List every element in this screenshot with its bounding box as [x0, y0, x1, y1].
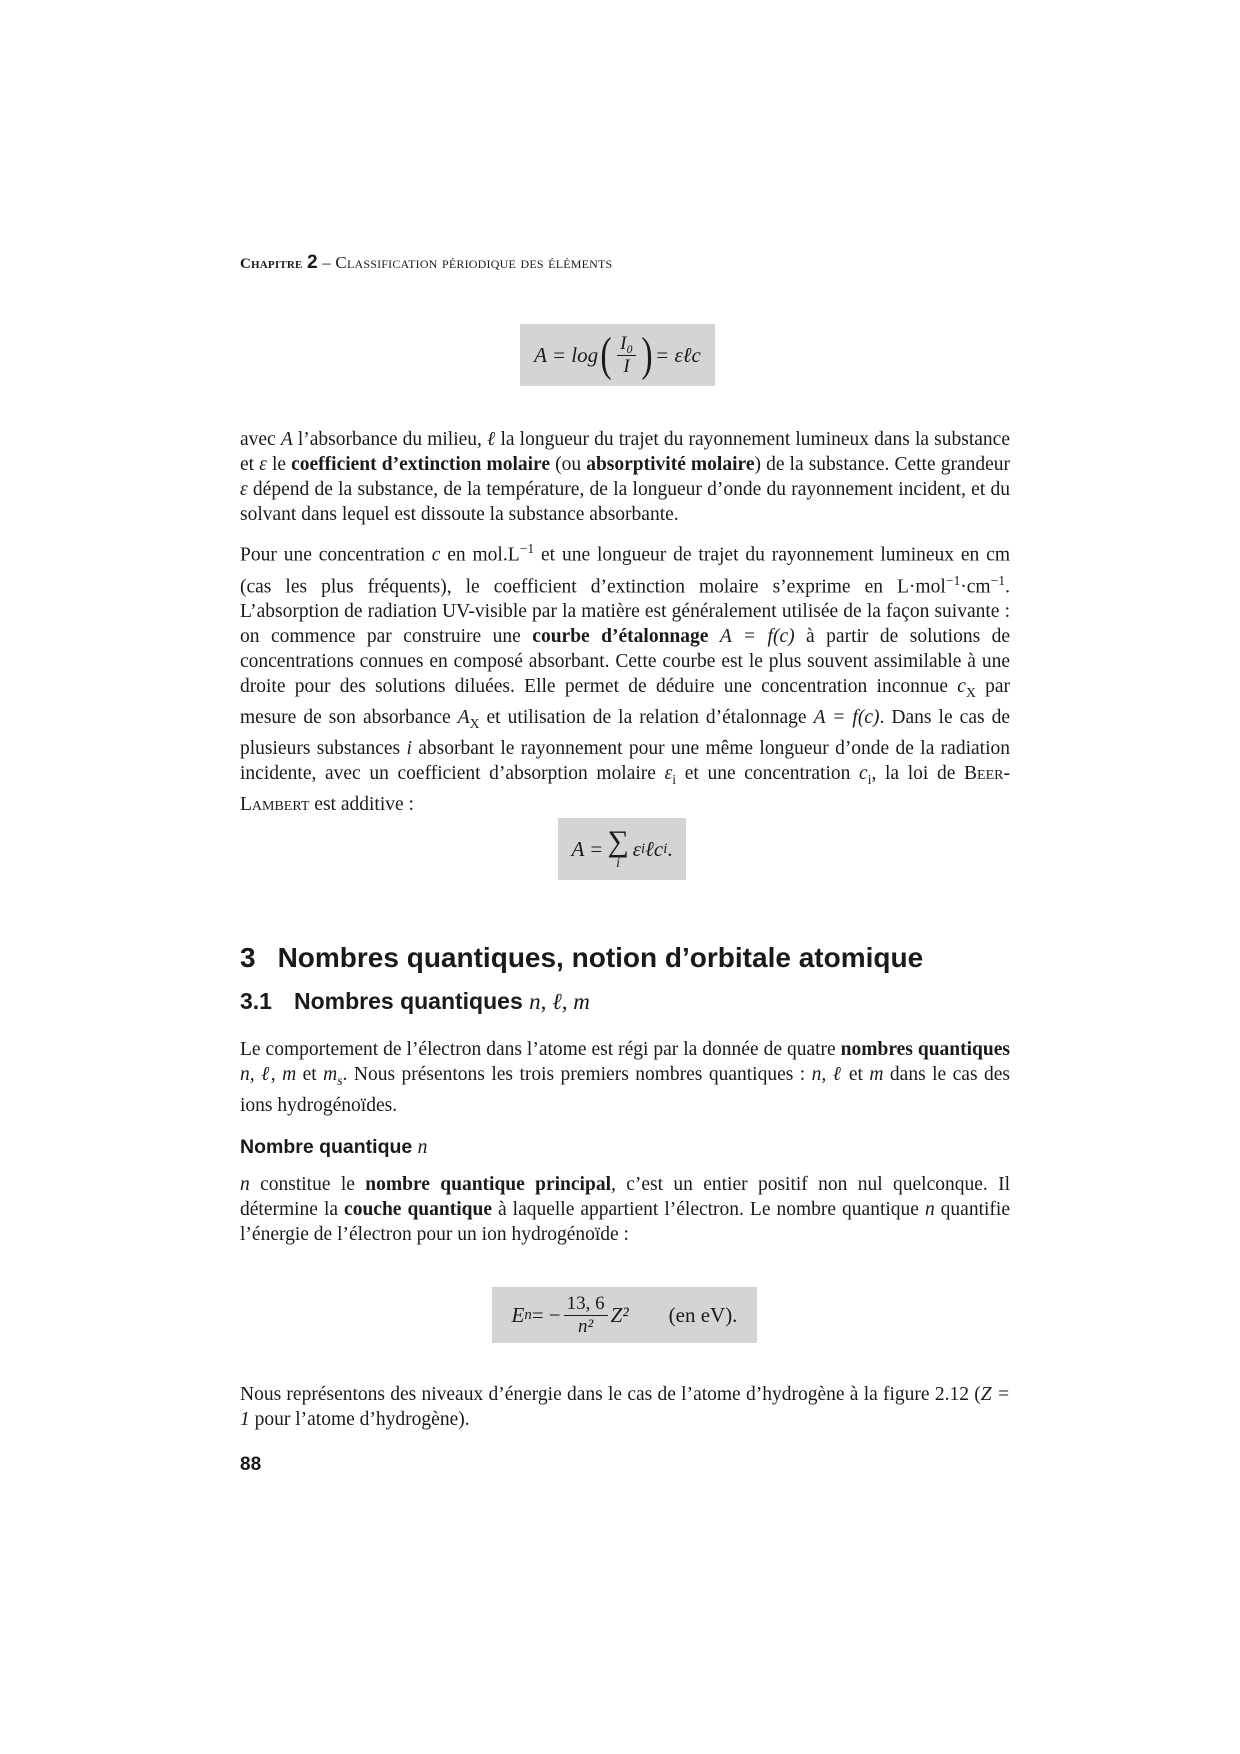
- eq-z: Z²: [610, 1302, 629, 1327]
- text: dépend de la substance, de la température, de la longueur d’onde du rayonnement incident, et du solvant dans lequel est dissoute la substance absorbante.: [240, 479, 1010, 525]
- text: à partir de solutions de concentrations connues en composé absorbant. Cette courbe est le plus souvent assimilable à une droite pour des solutions diluées. Elle permet de déduire une concentration inconnue: [240, 626, 1011, 697]
- text: ·cm: [960, 576, 991, 597]
- text: à laquelle appartient l’électron. Le nombre quantique: [492, 1199, 925, 1220]
- math-var: A: [457, 706, 470, 728]
- math-var: n, ℓ, m: [240, 1064, 297, 1085]
- text: . Nous présentons les trois premiers nombres quantiques :: [342, 1064, 812, 1085]
- eq-fraction: [564, 1293, 608, 1338]
- term-bold: nombres quantiques: [840, 1039, 1010, 1060]
- term-bold: nombre quantique principal: [365, 1174, 611, 1195]
- superscript: −1: [519, 541, 535, 556]
- text: et une longueur de trajet du rayonnement lumineux en cm (cas les plus fréquents), le coefficient d’extinction molaire s’exprime en L·mol: [240, 544, 1010, 597]
- section-number: 3.1: [240, 988, 272, 1014]
- text: la longueur du trajet du rayonnement lumineux dans la substance et: [240, 429, 1010, 475]
- text: [708, 626, 719, 647]
- math-var: m: [323, 1064, 338, 1085]
- math-inline: Z = 1: [240, 1384, 1010, 1430]
- text: en mol.L: [440, 544, 520, 566]
- page: [240, 0, 1010, 1754]
- subsection-title: Nombre quantique: [240, 1136, 418, 1158]
- text: Pour une concentration: [240, 544, 432, 566]
- section-heading-3: [240, 942, 923, 974]
- subscript: i: [867, 771, 872, 787]
- math-var: n: [240, 1174, 250, 1195]
- equation-sum: [558, 818, 686, 880]
- math-var: ε: [259, 454, 267, 475]
- eq-lhs: E: [511, 1302, 525, 1327]
- paragraph-energy-levels: [240, 1382, 1010, 1432]
- text: constitue le: [249, 1174, 366, 1195]
- text: (ou: [550, 454, 587, 475]
- eq-body: ℓc: [645, 836, 664, 861]
- chapter-number: 2: [307, 252, 318, 273]
- subscript: i: [663, 840, 668, 857]
- text: et utilisation de la relation d’étalonnage: [479, 706, 814, 728]
- subscript: i: [641, 840, 646, 857]
- math-inline: A = f(c): [813, 706, 880, 728]
- paragraph-absorbance: [240, 427, 1010, 527]
- section-number: 3: [240, 942, 256, 973]
- running-head-dash: –: [322, 253, 331, 272]
- term-bold: absorptivité molaire: [586, 454, 755, 475]
- text: , c’est un entier positif non nul quelconque. Il détermine la: [240, 1174, 1011, 1220]
- page-number: 88: [240, 1454, 262, 1475]
- right-paren: ): [641, 328, 653, 381]
- superscript: −1: [990, 572, 1006, 588]
- math-var: c: [957, 676, 966, 697]
- text: quantifie l’énergie de l’électron pour un ion hydrogénoïde :: [240, 1199, 1010, 1245]
- author-name: Beer-Lambert: [240, 762, 1010, 815]
- eq-unit: (en eV).: [668, 1302, 738, 1327]
- text: Le comportement de l’électron dans l’atome est régi par la donnée de quatre: [240, 1039, 841, 1060]
- text: pour l’atome d’hydrogène).: [249, 1409, 470, 1430]
- text: , la loi de: [871, 762, 965, 784]
- section-heading-3-1: [240, 988, 590, 1015]
- text: et: [296, 1064, 324, 1085]
- fraction-numerator: 13, 6: [564, 1293, 608, 1316]
- chapter-lead: Chapitre: [240, 256, 303, 272]
- text: avec: [240, 429, 281, 450]
- equation-energy: [492, 1287, 757, 1343]
- subscript: s: [337, 1072, 343, 1088]
- math-var: n: [924, 1199, 935, 1220]
- subsection-heading-n: [240, 1136, 427, 1159]
- subscript: n: [524, 1306, 532, 1323]
- math-var: m: [869, 1064, 884, 1085]
- subscript: i: [672, 771, 677, 787]
- eq-body: ε: [632, 836, 642, 861]
- text: par mesure de son absorbance: [240, 676, 1010, 728]
- subscript: X: [469, 715, 480, 731]
- text: ) de la substance. Cette grandeur: [754, 454, 1011, 475]
- sigma-symbol: ∑: [607, 825, 629, 858]
- section-title: Nombres quantiques, notion d’orbitale atomique: [277, 942, 924, 973]
- text: . Dans le cas de plusieurs substances: [240, 706, 1011, 759]
- text: et: [842, 1064, 870, 1085]
- math-var: ε: [240, 479, 248, 500]
- paragraph-quantum-numbers: [240, 1037, 1010, 1118]
- left-paren: (: [600, 328, 612, 381]
- math-var: A: [280, 429, 293, 450]
- eq-fraction: [617, 333, 636, 378]
- subsection-var: n: [417, 1137, 428, 1158]
- eq-end: .: [667, 836, 673, 861]
- fraction-denominator: n²: [578, 1315, 594, 1337]
- sigma-index: i: [616, 856, 620, 871]
- section-title: Nombres quantiques: [293, 988, 530, 1014]
- text: l’absorbance du milieu,: [292, 429, 488, 450]
- math-var: ε: [664, 762, 673, 784]
- math-var: ℓ: [487, 429, 496, 450]
- eq-rhs: = εℓc: [655, 342, 701, 367]
- term-bold: courbe d’étalonnage: [532, 626, 709, 647]
- text: absorbant le rayonnement pour une même longueur d’onde de la radiation incidente, avec un coefficient d’absorption molaire: [240, 737, 1010, 784]
- term-bold: coefficient d’extinction molaire: [291, 454, 551, 475]
- chapter-title: Classification périodique des éléments: [335, 253, 613, 272]
- math-var: i: [406, 737, 412, 759]
- math-inline: A = f(c): [719, 626, 795, 647]
- text: . L’absorption de radiation UV-visible par la matière est généralement utilisée de la façon suivante : on commence par construire une: [240, 576, 1010, 647]
- paragraph-calibration: [240, 536, 1010, 817]
- fraction-numerator: I₀: [617, 333, 636, 356]
- fraction-denominator: I: [623, 355, 630, 377]
- text: est additive :: [309, 793, 414, 815]
- eq-lhs: A = log: [534, 342, 599, 367]
- math-var: c: [859, 762, 868, 784]
- eq-lhs: A =: [571, 836, 604, 861]
- text: dans le cas des ions hydrogénoïdes.: [240, 1064, 1010, 1116]
- math-var: c: [431, 544, 441, 566]
- sigma-operator: [607, 827, 628, 871]
- text: le: [266, 454, 292, 475]
- eq-equals: = −: [531, 1302, 561, 1327]
- text: Nous représentons des niveaux d’énergie dans le cas de l’atome d’hydrogène à la figure 2.12 (: [240, 1384, 981, 1405]
- term-bold: couche quantique: [344, 1199, 492, 1220]
- equation-beer-lambert: [520, 324, 715, 386]
- running-head: [240, 252, 612, 274]
- superscript: −1: [945, 572, 961, 588]
- text: et une concentration: [676, 762, 860, 784]
- subscript: X: [965, 684, 976, 700]
- paragraph-principal-number: [240, 1172, 1010, 1247]
- math-var: n, ℓ: [811, 1064, 843, 1085]
- section-vars: n, ℓ, m: [529, 989, 590, 1014]
